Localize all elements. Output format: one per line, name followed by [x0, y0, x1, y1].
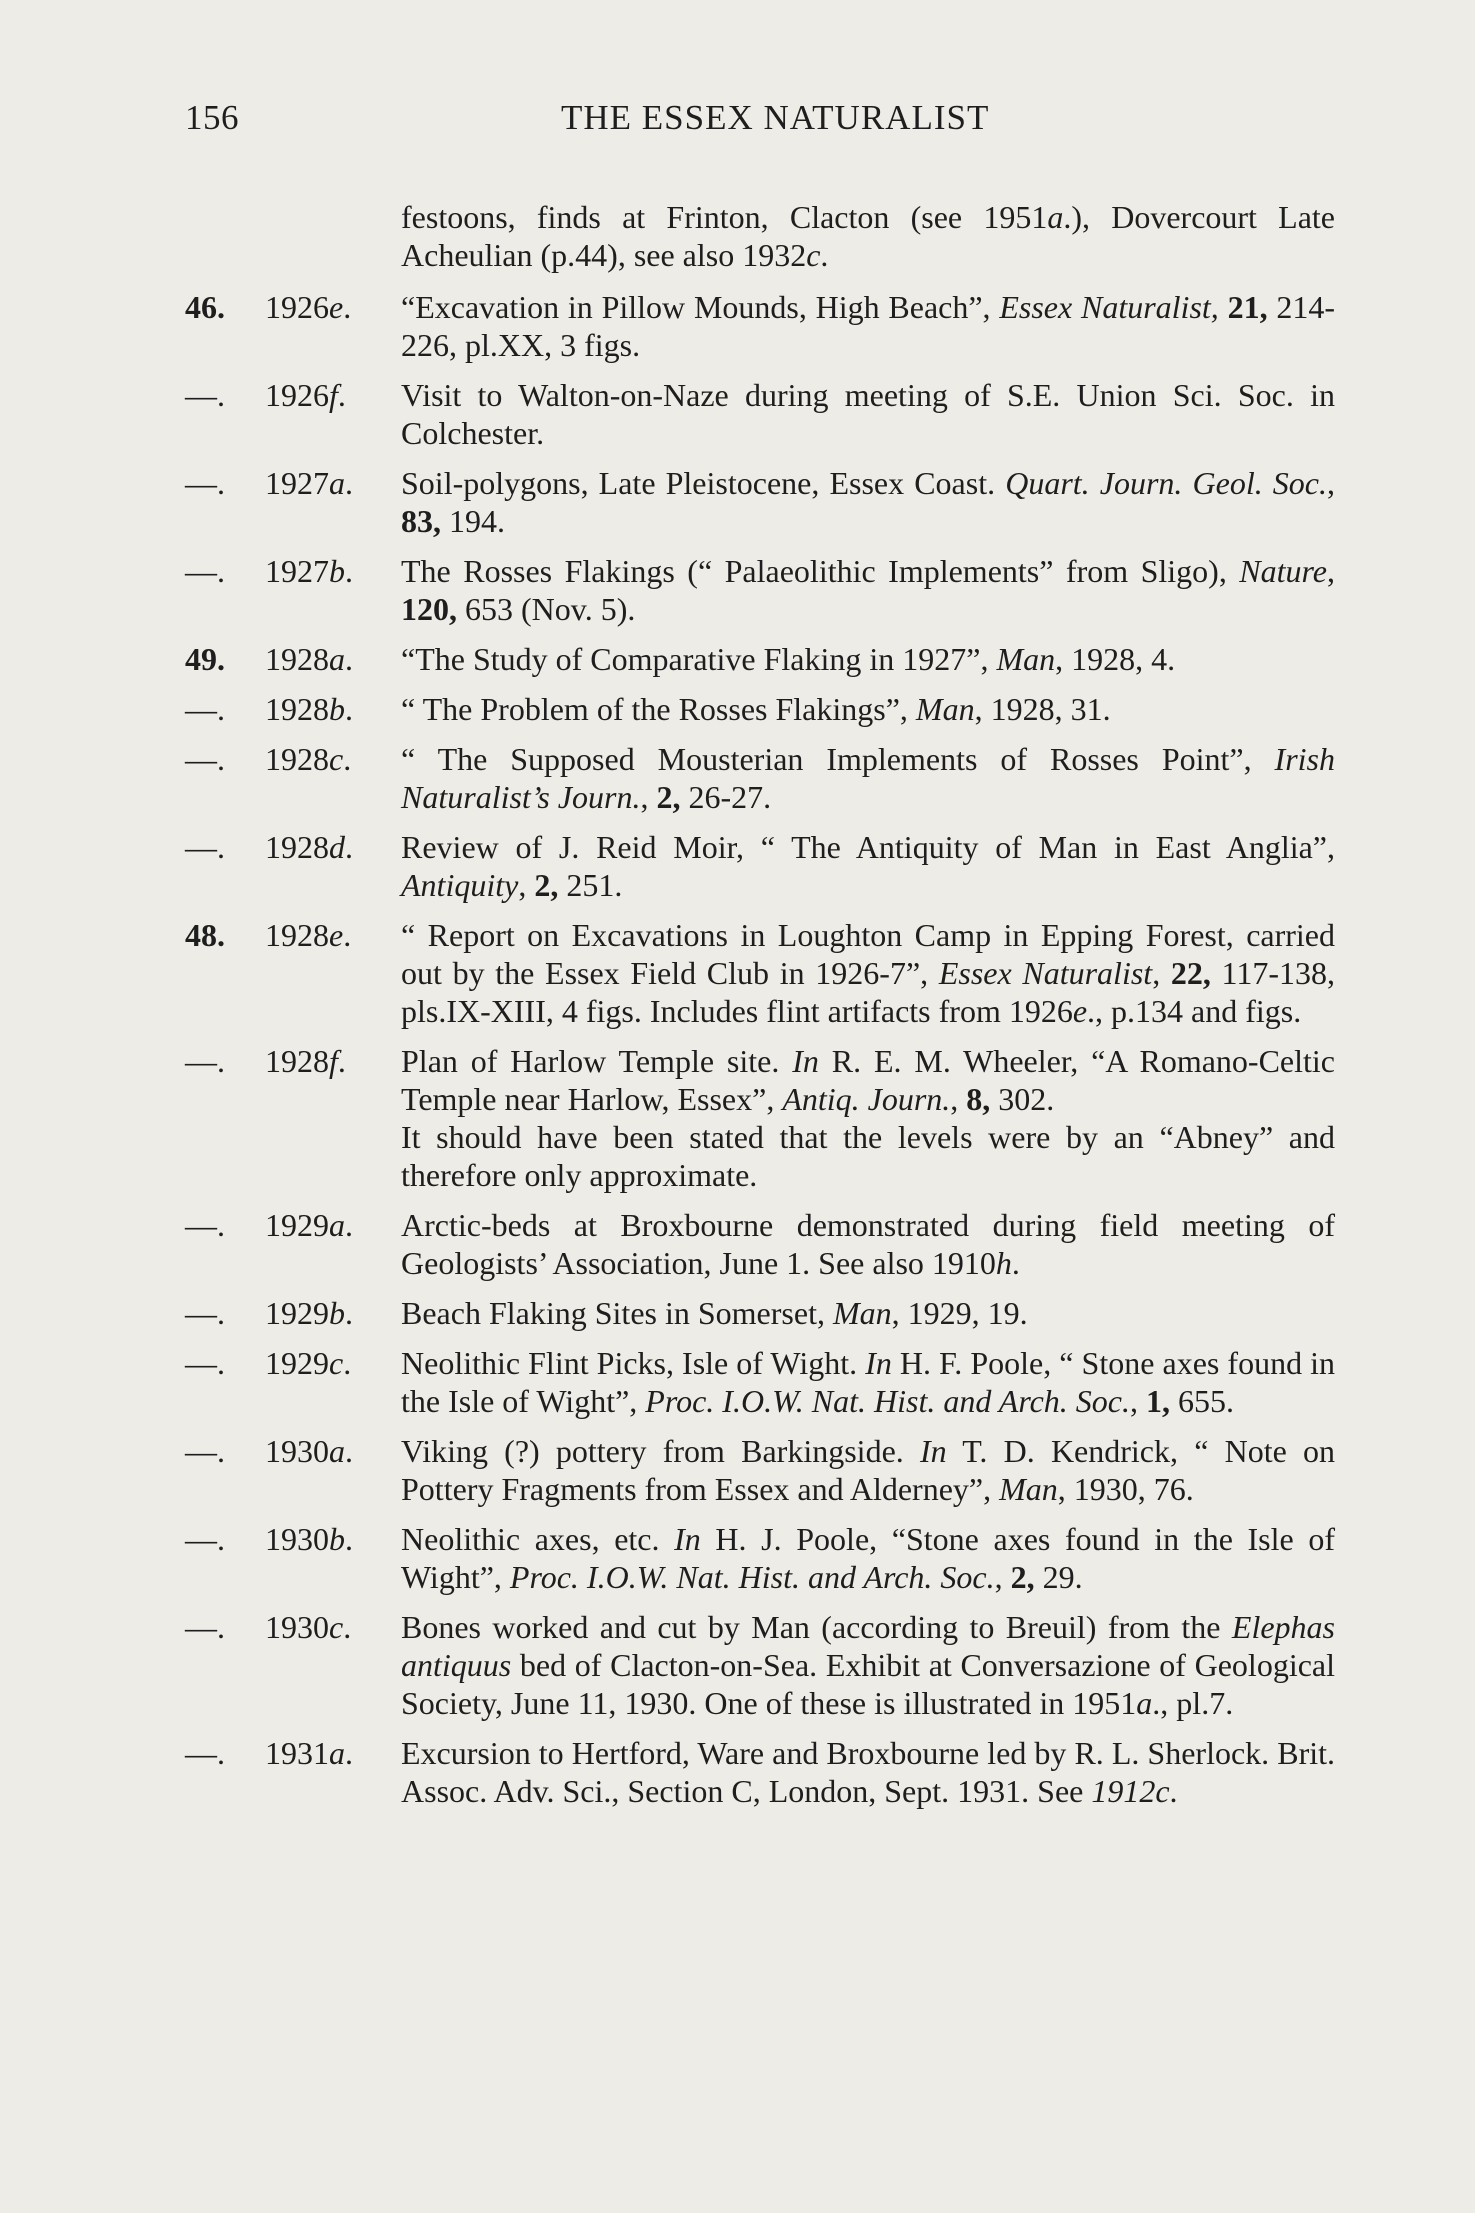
entry-text-segment: Bones worked and cut by Man (according to Breuil) from the — [401, 1609, 1232, 1645]
entry-text-segment: Excursion to Hertford, Ware and Broxbourne led by R. L. Sherlock. Brit. Assoc. Adv. Sci., Section C, London, Sept. 1931. See — [401, 1735, 1335, 1809]
entry-text-segment: . — [1063, 199, 1072, 235]
entry-text-segment: 117-138, pls.IX-XIII, 4 figs. Includes flint artifacts from 1926 — [401, 955, 1336, 1029]
entry-text-segment: e — [1072, 993, 1088, 1029]
entry-text-segment: bed of Clacton-on-Sea. Exhibit at Conversazione of Geological Society, June 11, 1930. One of these is illustrated in 1951 — [401, 1647, 1335, 1721]
bibliography-list — [185, 198, 1335, 1822]
entry-text-segment: , 1928, 31. — [974, 691, 1111, 727]
bibliography-entry — [185, 464, 1335, 540]
entry-text-segment: 83, — [401, 503, 441, 539]
entry-text-segment: , — [1130, 1383, 1146, 1419]
entry-text-segment: Proc. I.O.W. Nat. Hist. and Arch. Soc. — [645, 1383, 1130, 1419]
entry-text-segment: “ The Supposed Mousterian Implements of Rosses Point”, — [401, 741, 1275, 777]
running-title: THE ESSEX NATURALIST — [561, 98, 990, 137]
entry-number: —. — [185, 1433, 225, 1469]
entry-text — [401, 916, 1335, 1030]
entry-text-segment: H. J. Poole, “Stone axes found in the Isle of Wight”, — [401, 1521, 1336, 1595]
entry-text-segment: Essex Naturalist, — [999, 289, 1219, 325]
page-header — [185, 98, 1335, 148]
entry-text — [401, 288, 1335, 364]
entry-text-segment: Man — [996, 641, 1056, 677]
entry-text-segment: Quart. Journ. Geol. Soc. — [1005, 465, 1328, 501]
entry-number: —. — [185, 1043, 225, 1079]
entry-text-segment: H. F. Poole, “ Stone axes found in the Isle of Wight”, — [401, 1345, 1336, 1419]
entry-text-segment: 214-226, pl.XX, 3 figs. — [401, 289, 1336, 363]
entry-text-segment: Plan of Harlow Temple site. — [401, 1043, 793, 1079]
entry-text-segment: “ Report on Excavations in Loughton Camp in Epping Forest, carried out by the Essex Field Club in 1926-7”, — [401, 917, 1335, 991]
entry-text-segment: ), Dovercourt Late Acheulian (p.44), see also 1932 — [401, 199, 1335, 273]
entry-text-segment: Proc. I.O.W. Nat. Hist. and Arch. Soc. — [509, 1559, 995, 1595]
entry-text — [401, 1432, 1335, 1508]
entry-text — [401, 828, 1335, 904]
bibliography-entry — [185, 1734, 1335, 1810]
entry-text-segment: festoons, finds at Frinton, Clacton (see 1951 — [401, 199, 1048, 235]
entry-text-segment: Antiq. Journ. — [782, 1081, 951, 1117]
entry-text-segment: 26-27. — [680, 779, 772, 815]
entry-text — [401, 1608, 1335, 1722]
entry-text-segment: Man — [832, 1295, 892, 1331]
entry-text-segment: Antiquity — [401, 867, 519, 903]
entry-text — [401, 1294, 1335, 1332]
entry-text — [401, 1042, 1335, 1194]
bibliography-entry — [185, 1432, 1335, 1508]
bibliography-entry — [185, 376, 1335, 452]
entry-text — [401, 1344, 1335, 1420]
entry-text-segment: 22, — [1170, 955, 1211, 991]
entry-text-segment: , 1928, 4. — [1055, 641, 1176, 677]
entry-text-segment: , — [1327, 553, 1335, 589]
entry-year: 1928f. — [265, 1043, 346, 1079]
entry-year: 1928c. — [265, 741, 352, 777]
entry-text-segment: 1912c — [1091, 1773, 1170, 1809]
entry-year: 1926f. — [265, 377, 346, 413]
entry-text — [401, 198, 1335, 274]
entry-text-segment: . — [1169, 1773, 1178, 1809]
entry-text-segment: , — [640, 779, 657, 815]
entry-year: 1928e. — [265, 917, 352, 953]
entry-text — [401, 1734, 1335, 1810]
entry-year: 1931a. — [265, 1735, 353, 1771]
entry-text — [401, 1520, 1335, 1596]
entry-text-segment: “ The Problem of the Rosses Flakings”, — [401, 691, 916, 727]
entry-text-segment: ., pl.7. — [1152, 1685, 1234, 1721]
entry-text-segment: , — [950, 1081, 967, 1117]
bibliography-entry — [185, 690, 1335, 728]
entry-text-segment: , — [518, 867, 535, 903]
entry-year: 1927b. — [265, 553, 353, 589]
bibliography-entry — [185, 1344, 1335, 1420]
entry-text-segment: Visit to Walton-on-Naze during meeting of S.E. Union Sci. Soc. in Colchester. — [401, 377, 1335, 451]
entry-text-segment — [1219, 289, 1228, 325]
entry-year: 1930b. — [265, 1521, 353, 1557]
entry-text-segment: Neolithic axes, etc. — [401, 1521, 675, 1557]
entry-year: 1928b. — [265, 691, 353, 727]
entry-text — [401, 740, 1335, 816]
entry-number: —. — [185, 377, 225, 413]
entry-text-segment: In — [792, 1043, 819, 1079]
bibliography-entry — [185, 1520, 1335, 1596]
entry-text-segment: 21, — [1227, 289, 1268, 325]
entry-year: 1930a. — [265, 1433, 353, 1469]
bibliography-entry — [185, 552, 1335, 628]
entry-text-segment: 2, — [534, 867, 559, 903]
entry-number: —. — [185, 1207, 225, 1243]
page-number: 156 — [185, 98, 239, 137]
entry-text-segment: 8, — [966, 1081, 991, 1117]
entry-number: —. — [185, 1521, 225, 1557]
entry-text-segment: Neolithic Flint Picks, Isle of Wight. — [401, 1345, 866, 1381]
entry-text-segment: In — [674, 1521, 701, 1557]
entry-number: —. — [185, 1345, 225, 1381]
entry-text-segment: In — [919, 1433, 947, 1469]
entry-text-segment: a — [1047, 199, 1064, 235]
entry-text-segment: T. D. Kendrick, “ Note on Pottery Fragments from Essex and Alderney”, — [401, 1433, 1336, 1507]
entry-number: 48. — [185, 917, 225, 953]
entry-text-segment: In — [865, 1345, 892, 1381]
entry-text-segment: 302. — [990, 1081, 1055, 1117]
entry-number: —. — [185, 553, 225, 589]
bibliography-entry — [185, 1206, 1335, 1282]
entry-text-segment: 251. — [558, 867, 623, 903]
entry-text-segment: 653 (Nov. 5). — [457, 591, 636, 627]
entry-year: 1929b. — [265, 1295, 353, 1331]
bibliography-entry — [185, 1608, 1335, 1722]
entry-text — [401, 376, 1335, 452]
entry-text-segment: a — [1136, 1685, 1153, 1721]
bibliography-entry — [185, 1294, 1335, 1332]
entry-year: 1928d. — [265, 829, 353, 865]
bibliography-entry — [185, 740, 1335, 816]
entry-text — [401, 1206, 1335, 1282]
entry-text-segment: , 1929, 19. — [891, 1295, 1028, 1331]
entry-text-segment: “The Study of Comparative Flaking in 1927”, — [401, 641, 997, 677]
entry-text-segment: The Rosses Flakings (“ Palaeolithic Implements” from Sligo), — [401, 553, 1240, 589]
entry-text-segment: 1, — [1146, 1383, 1170, 1419]
entry-text-segment: Man — [915, 691, 975, 727]
entry-year: 1927a. — [265, 465, 353, 501]
entry-text-segment: 120, — [401, 591, 457, 627]
entry-text-segment: , — [1327, 465, 1336, 501]
entry-number: —. — [185, 1295, 225, 1331]
entry-number: 49. — [185, 641, 225, 677]
entry-text-segment: Essex Naturalist — [938, 955, 1153, 991]
entry-text — [401, 640, 1335, 678]
entry-text-segment: 2, — [656, 779, 681, 815]
entry-number: —. — [185, 691, 225, 727]
entry-text-segment: Nature — [1239, 553, 1327, 589]
entry-text-segment: , — [1152, 955, 1171, 991]
bibliography-entry — [185, 916, 1335, 1030]
entry-year: 1926e. — [265, 289, 352, 325]
bibliography-entry — [185, 288, 1335, 364]
entry-text-segment: Beach Flaking Sites in Somerset, — [401, 1295, 833, 1331]
entry-text-segment: Irish Naturalist’s Journ. — [401, 741, 1335, 815]
entry-text-segment: c — [806, 237, 821, 273]
entry-number: —. — [185, 465, 225, 501]
bibliography-entry — [185, 640, 1335, 678]
entry-text-segment: h — [995, 1245, 1012, 1281]
entry-text-segment: . — [820, 237, 829, 273]
entry-text-segment: , — [994, 1559, 1011, 1595]
entry-text-segment: Elephas antiquus — [401, 1609, 1335, 1683]
entry-text — [401, 552, 1335, 628]
entry-text — [401, 690, 1335, 728]
entry-text — [401, 464, 1335, 540]
entry-number: —. — [185, 1735, 225, 1771]
entry-text-segment: 655. — [1170, 1383, 1234, 1419]
entry-text-segment: R. E. M. Wheeler, “A Romano-Celtic Temple near Harlow, Essex”, — [401, 1043, 1336, 1117]
entry-year: 1929a. — [265, 1207, 353, 1243]
entry-text-segment: . — [1011, 1245, 1020, 1281]
entry-year: 1930c. — [265, 1609, 352, 1645]
bibliography-entry — [185, 198, 1335, 274]
entry-text-segment: Soil-polygons, Late Pleistocene, Essex Coast. — [401, 465, 1006, 501]
entry-text-segment: Viking (?) pottery from Barkingside. — [401, 1433, 920, 1469]
bibliography-entry — [185, 828, 1335, 904]
entry-year: 1929c. — [265, 1345, 352, 1381]
entry-text-segment: “Excavation in Pillow Mounds, High Beach”, — [401, 289, 1000, 325]
entry-number: —. — [185, 1609, 225, 1645]
entry-number: 46. — [185, 289, 225, 325]
entry-number: —. — [185, 741, 225, 777]
entry-note: It should have been stated that the levels were by an “Abney” and therefore only approximate. — [401, 1119, 1335, 1193]
entry-text-segment: , 1930, 76. — [1057, 1471, 1194, 1507]
entry-number: —. — [185, 829, 225, 865]
entry-text-segment: 29. — [1034, 1559, 1083, 1595]
entry-text-segment: 194. — [441, 503, 505, 539]
entry-text-segment: Man — [999, 1471, 1058, 1507]
bibliography-entry — [185, 1042, 1335, 1194]
entry-year: 1928a. — [265, 641, 353, 677]
entry-text-segment: Arctic-beds at Broxbourne demonstrated during field meeting of Geologists’ Association, June 1. See also 1910 — [401, 1207, 1335, 1281]
entry-text-segment: 2, — [1010, 1559, 1035, 1595]
entry-text-segment: Review of J. Reid Moir, “ The Antiquity of Man in East Anglia”, — [401, 829, 1335, 865]
entry-text-segment: ., p.134 and figs. — [1087, 993, 1302, 1029]
